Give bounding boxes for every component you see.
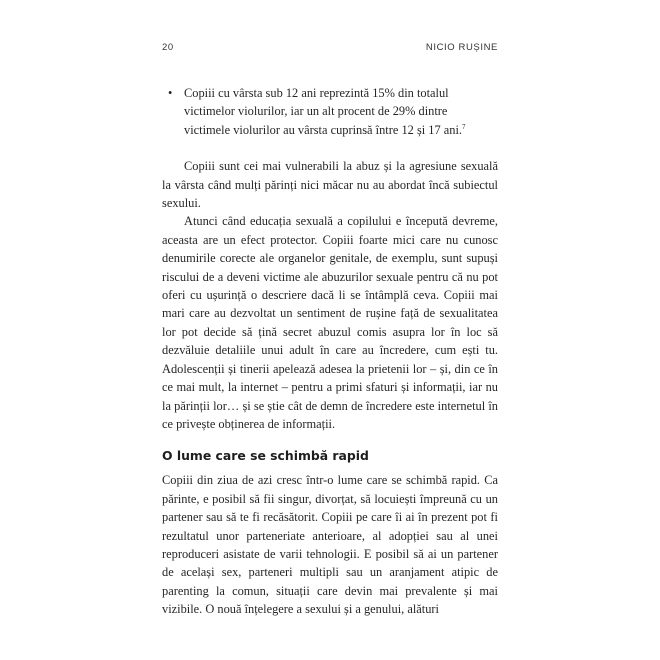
footnote-marker: 7	[462, 122, 466, 131]
page-number: 20	[162, 42, 174, 53]
running-head	[162, 42, 498, 56]
paragraph: Atunci când educația sexuală a copilului e începută devreme, aceasta are un efect protector. Copiii foarte mici care nu cunosc denumirile corecte ale organelor genitale, de exemplu, sunt supuși riscului de a deveni victime ale abuzurilor sexuale pentru că nu pot oferi cu ușurință o descriere dacă li se întâmplă ceva. Copiii mai mari care au dezvoltat un sentiment de rușine față de sexualitatea lor pot decide să țină secret abuzul comis asupra lor în loc să dezvăluie detaliile unui adult în care au încredere, cum ești tu. Adolescenții și tinerii apelează adesea la prietenii lor – și, din ce în ce mai mult, la internet – pentru a primi sfaturi și informații, iar nu la părinții lor… și se știe cât de demn de încredere este internetul în ce privește obținerea de informații.	[162, 214, 498, 431]
list-item-text: Copiii cu vârsta sub 12 ani reprezintă 15% din totalul victimelor violurilor, iar un alt procent de 29% dintre victimele violurilor au vârsta cuprinsă între 12 și 17 ani.	[184, 86, 463, 137]
list-item	[162, 84, 498, 139]
paragraph: Copiii din ziua de azi cresc într-o lume care se schimbă rapid. Ca părinte, e posibil să fii singur, divorțat, să locuiești împreună cu un partener sau să te fi recăsătorit. Copiii pe care îi ai în prezent pot fi rezultatul unor parteneriate anterioare, al adopției sau al unei reproduceri asistate de varii tehnologii. E posibil să ai un partener de același sex, parteneri multipli sau un aranjament atipic de parenting la comun, situații care devin mai prevalente și mai vizibile. O nouă înțelegere a sexului și a genului, alături	[162, 473, 498, 617]
statistics-list	[162, 84, 498, 139]
paragraph: Copiii sunt cei mai vulnerabili la abuz și la agresiune sexuală la vârsta când mulți părinți nici măcar nu au abordat încă subiectul sexului.	[162, 159, 498, 211]
body-text	[162, 84, 498, 619]
section-heading: O lume care se schimbă rapid	[162, 448, 369, 464]
book-title: NICIO RUȘINE	[425, 42, 498, 53]
bullet-icon: •	[168, 86, 173, 100]
